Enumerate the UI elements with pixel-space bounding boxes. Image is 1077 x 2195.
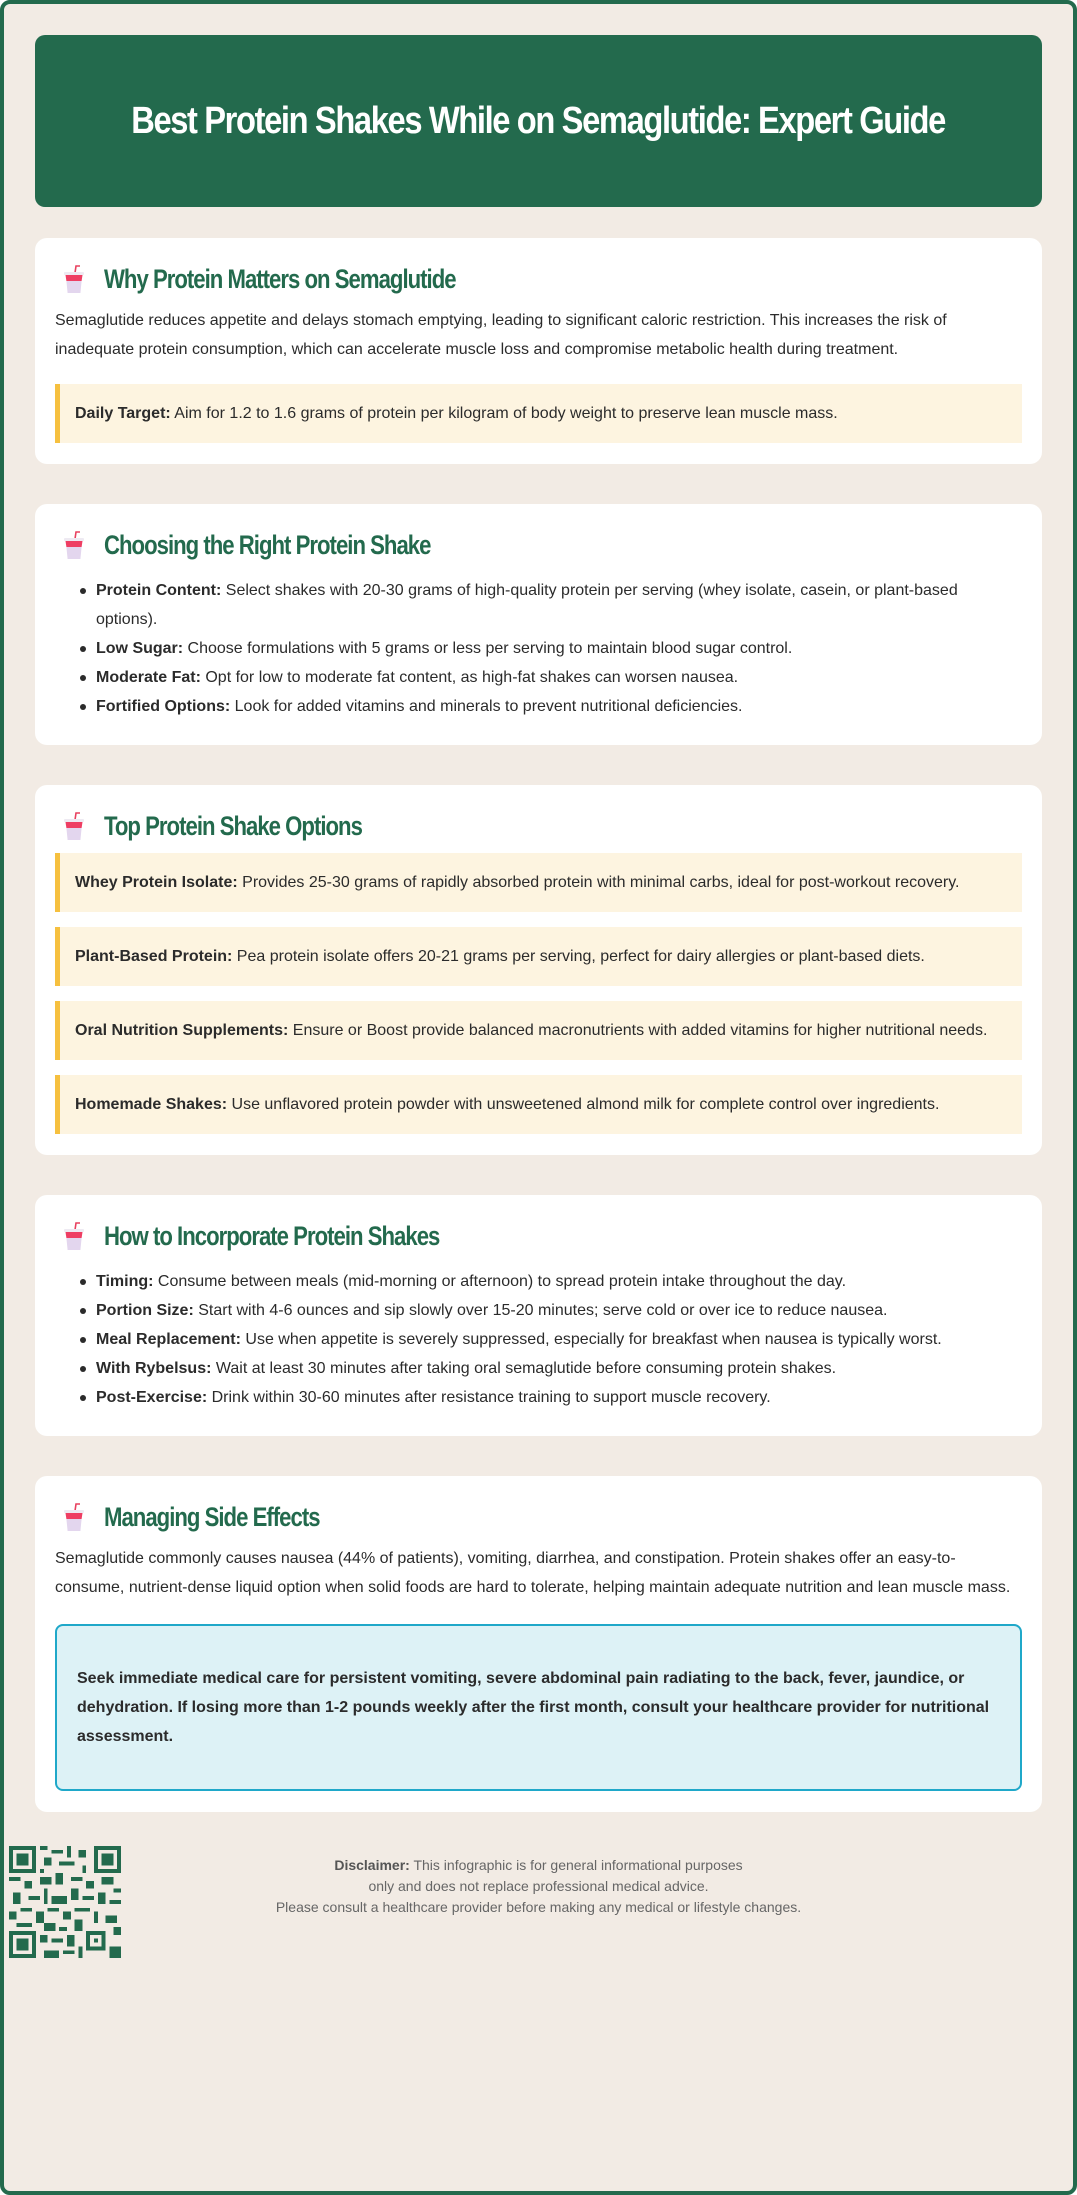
note-label: Homemade Shakes:	[75, 1096, 228, 1113]
disclaimer-label: Disclaimer:	[334, 1857, 410, 1873]
item-label: Portion Size:	[96, 1302, 194, 1319]
page-title: Best Protein Shakes While on Semaglutide: Expert Guide	[131, 99, 946, 142]
disclaimer-line-1: This infographic is for general informational purposes	[409, 1857, 743, 1873]
section-why-protein	[35, 238, 1042, 464]
note-label: Plant-Based Protein:	[75, 948, 233, 965]
option-note	[55, 1001, 1022, 1060]
list-item	[76, 1267, 1022, 1296]
note-text: Use unflavored protein powder with unsweetened almond milk for complete control over ingredients.	[227, 1096, 940, 1113]
section-title: Why Protein Matters on Semaglutide	[104, 263, 456, 294]
list-item	[76, 576, 1022, 634]
tips-list	[76, 1267, 1022, 1412]
item-text: Wait at least 30 minutes after taking oral semaglutide before consuming protein shakes.	[211, 1360, 837, 1377]
note-text: Ensure or Boost provide balanced macronutrients with added vitamins for higher nutritional needs.	[288, 1022, 988, 1039]
note-text: Pea protein isolate offers 20-21 grams per serving, perfect for dairy allergies or plant-based diets.	[232, 948, 925, 965]
item-label: Post-Exercise:	[96, 1389, 208, 1406]
section-heading	[55, 258, 1022, 300]
section-body: Semaglutide reduces appetite and delays stomach emptying, leading to significant caloric restriction. This increases the risk of inadequate protein consumption, which can accelerate muscle loss and compromise metabolic health during treatment.	[55, 312, 947, 358]
note-text: Aim for 1.2 to 1.6 grams of protein per kilogram of body weight to preserve lean muscle mass.	[170, 405, 838, 422]
footer	[35, 1812, 1042, 1962]
disclaimer-line-2: only and does not replace professional medical advice.	[368, 1878, 709, 1894]
list-item	[76, 634, 1022, 663]
medical-warning-alert: Seek immediate medical care for persistent vomiting, severe abdominal pain radiating to the back, fever, jaundice, or dehydration. If losing more than 1-2 pounds weekly after the first month, consult your healthcare provider for nutritional assessment.	[55, 1624, 1022, 1791]
section-title: Top Protein Shake Options	[104, 810, 362, 841]
item-label: Timing:	[96, 1273, 154, 1290]
item-label: Meal Replacement:	[96, 1331, 241, 1348]
section-title: Choosing the Right Protein Shake	[104, 529, 431, 560]
item-text: Use when appetite is severely suppressed, especially for breakfast when nausea is typically worst.	[240, 1331, 942, 1348]
item-text: Opt for low to moderate fat content, as high-fat shakes can worsen nausea.	[200, 669, 739, 686]
section-heading	[55, 524, 1022, 566]
list-item	[76, 663, 1022, 692]
section-top-options	[35, 785, 1042, 1155]
section-heading	[55, 1215, 1022, 1257]
note-text: Provides 25-30 grams of rapidly absorbed protein with minimal carbs, ideal for post-workout recovery.	[237, 874, 960, 891]
note-label: Daily Target:	[75, 405, 171, 422]
item-label: With Rybelsus:	[96, 1360, 212, 1377]
item-label: Protein Content:	[96, 582, 222, 599]
page-header	[35, 35, 1042, 207]
option-note	[55, 853, 1022, 912]
section-side-effects	[35, 1476, 1042, 1812]
cup-with-straw-icon	[63, 530, 85, 560]
item-text: Choose formulations with 5 grams or less per serving to maintain blood sugar control.	[183, 640, 793, 657]
disclaimer	[35, 1855, 1042, 1918]
section-title: Managing Side Effects	[104, 1501, 320, 1532]
section-heading	[55, 805, 1022, 847]
list-item	[76, 692, 1022, 721]
options-list	[55, 853, 1022, 1134]
item-text: Start with 4-6 ounces and sip slowly over 15-20 minutes; serve cold or over ice to reduce nausea.	[193, 1302, 888, 1319]
section-heading	[55, 1496, 1022, 1538]
cup-with-straw-icon	[63, 1221, 85, 1251]
item-label: Low Sugar:	[96, 640, 184, 657]
item-text: Drink within 30-60 minutes after resistance training to support muscle recovery.	[207, 1389, 771, 1406]
option-note	[55, 1075, 1022, 1134]
item-label: Fortified Options:	[96, 698, 231, 715]
item-text: Consume between meals (mid-morning or afternoon) to spread protein intake throughout the day.	[153, 1273, 847, 1290]
list-item	[76, 1383, 1022, 1412]
section-title: How to Incorporate Protein Shakes	[104, 1220, 440, 1251]
list-item	[76, 1354, 1022, 1383]
note-label: Oral Nutrition Supplements:	[75, 1022, 289, 1039]
item-text: Select shakes with 20-30 grams of high-quality protein per serving (whey isolate, casein, or plant-based options).	[96, 582, 958, 628]
list-item	[76, 1325, 1022, 1354]
option-note	[55, 927, 1022, 986]
item-text: Look for added vitamins and minerals to prevent nutritional deficiencies.	[230, 698, 743, 715]
criteria-list	[76, 576, 1022, 721]
cup-with-straw-icon	[63, 1502, 85, 1532]
section-body: Semaglutide commonly causes nausea (44% of patients), vomiting, diarrhea, and constipation. Protein shakes offer an easy-to-consume, nutrient-dense liquid option when solid foods are hard to tolerate, helping maintain adequate nutrition and lean muscle mass.	[55, 1550, 1011, 1596]
daily-target-note	[55, 384, 1022, 443]
list-item	[76, 1296, 1022, 1325]
disclaimer-line-3: Please consult a healthcare provider before making any medical or lifestyle changes.	[275, 1899, 802, 1915]
section-choosing-shake	[35, 504, 1042, 745]
section-incorporate	[35, 1195, 1042, 1436]
note-label: Whey Protein Isolate:	[75, 874, 238, 891]
item-label: Moderate Fat:	[96, 669, 201, 686]
cup-with-straw-icon	[63, 264, 85, 294]
cup-with-straw-icon	[63, 811, 85, 841]
